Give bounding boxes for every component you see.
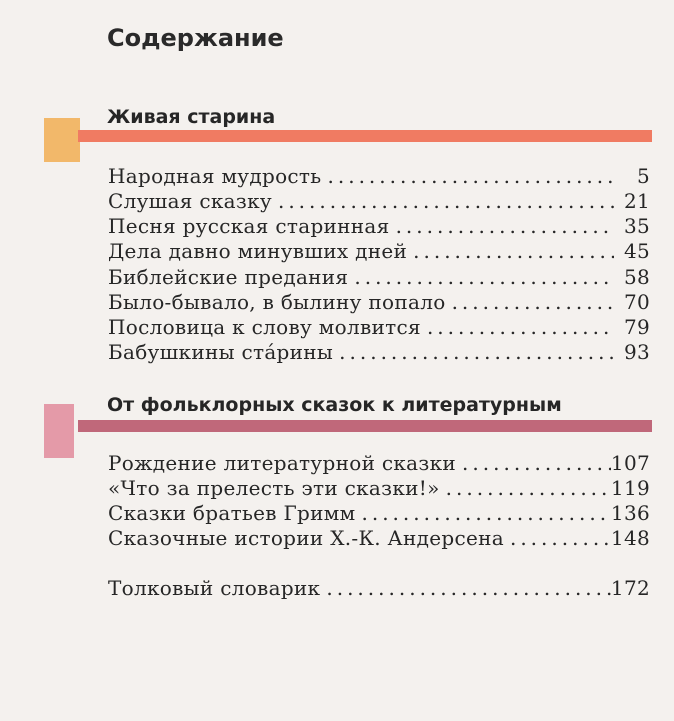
- leader-dots: [421, 315, 614, 339]
- toc-entry[interactable]: [108, 476, 650, 502]
- toc-entry-page: 107: [610, 451, 650, 475]
- toc-entry-title: Дела давно минувших дней: [108, 239, 408, 263]
- toc-entry[interactable]: [108, 214, 650, 240]
- section-1-divider-bar: [78, 130, 652, 142]
- toc-entry-page: 5: [636, 164, 650, 188]
- toc-entry-page: 119: [610, 476, 650, 500]
- toc-entry[interactable]: [108, 501, 650, 527]
- leader-dots: [390, 214, 614, 238]
- toc-entry-title: Слушая сказку: [108, 189, 272, 213]
- toc-entry-title: Сказочные истории Х.-К. Андерсена: [108, 526, 504, 550]
- toc-entry-title: Было-бывало, в былину попало: [108, 290, 446, 314]
- toc-entry-page: 79: [623, 315, 650, 339]
- toc-entry[interactable]: [108, 526, 650, 552]
- section-1-color-marker: [44, 118, 80, 162]
- leader-dots: [333, 340, 614, 364]
- leader-dots: [440, 476, 611, 500]
- leader-dots: [456, 451, 611, 475]
- toc-entry-page: 136: [610, 501, 650, 525]
- leader-dots: [320, 576, 611, 600]
- toc-entry[interactable]: [108, 451, 650, 477]
- toc-entry[interactable]: [108, 189, 650, 215]
- leader-dots: [322, 164, 615, 188]
- section-2-divider-bar: [78, 420, 652, 432]
- toc-entry-page: 93: [623, 340, 650, 364]
- toc-entry[interactable]: [108, 290, 650, 316]
- section-2-title: От фольклорных сказок к литературным: [107, 394, 562, 416]
- toc-entry-page: 21: [623, 189, 650, 213]
- leader-dots: [407, 239, 614, 263]
- toc-entry-title: Библейские предания: [108, 265, 349, 289]
- toc-entry[interactable]: [108, 164, 650, 190]
- toc-entry-title: Песня русская старинная: [108, 214, 390, 238]
- toc-entry-page: 58: [623, 265, 650, 289]
- toc-entry-page: 35: [623, 214, 650, 238]
- leader-dots: [446, 290, 614, 314]
- toc-entry-title: Рождение литературной сказки: [108, 451, 457, 475]
- leader-dots: [272, 189, 614, 213]
- toc-entry-title: Народная мудрость: [108, 164, 322, 188]
- toc-entry[interactable]: [108, 340, 650, 366]
- toc-entry[interactable]: [108, 265, 650, 291]
- glossary-title: Толковый словарик: [108, 576, 321, 600]
- glossary-page: 172: [610, 576, 650, 600]
- section-2-color-marker: [44, 404, 74, 458]
- toc-entry-title: «Что за прелесть эти сказки!»: [108, 476, 440, 500]
- toc-entry-page: 45: [623, 239, 650, 263]
- section-1-title: Живая старина: [107, 106, 276, 128]
- toc-entry-title: Пословица к слову молвится: [108, 315, 421, 339]
- leader-dots: [348, 265, 614, 289]
- toc-entry-title: Сказки братьев Гримм: [108, 501, 356, 525]
- leader-dots: [355, 501, 610, 525]
- toc-entry-page: 70: [623, 290, 650, 314]
- toc-entry-title: Бабушкины стáрины: [108, 340, 334, 364]
- toc-entry[interactable]: [108, 315, 650, 341]
- leader-dots: [504, 526, 611, 550]
- page-title: Содержание: [107, 24, 284, 52]
- toc-entry-page: 148: [610, 526, 650, 550]
- toc-entry[interactable]: [108, 239, 650, 265]
- glossary-entry[interactable]: [108, 576, 650, 602]
